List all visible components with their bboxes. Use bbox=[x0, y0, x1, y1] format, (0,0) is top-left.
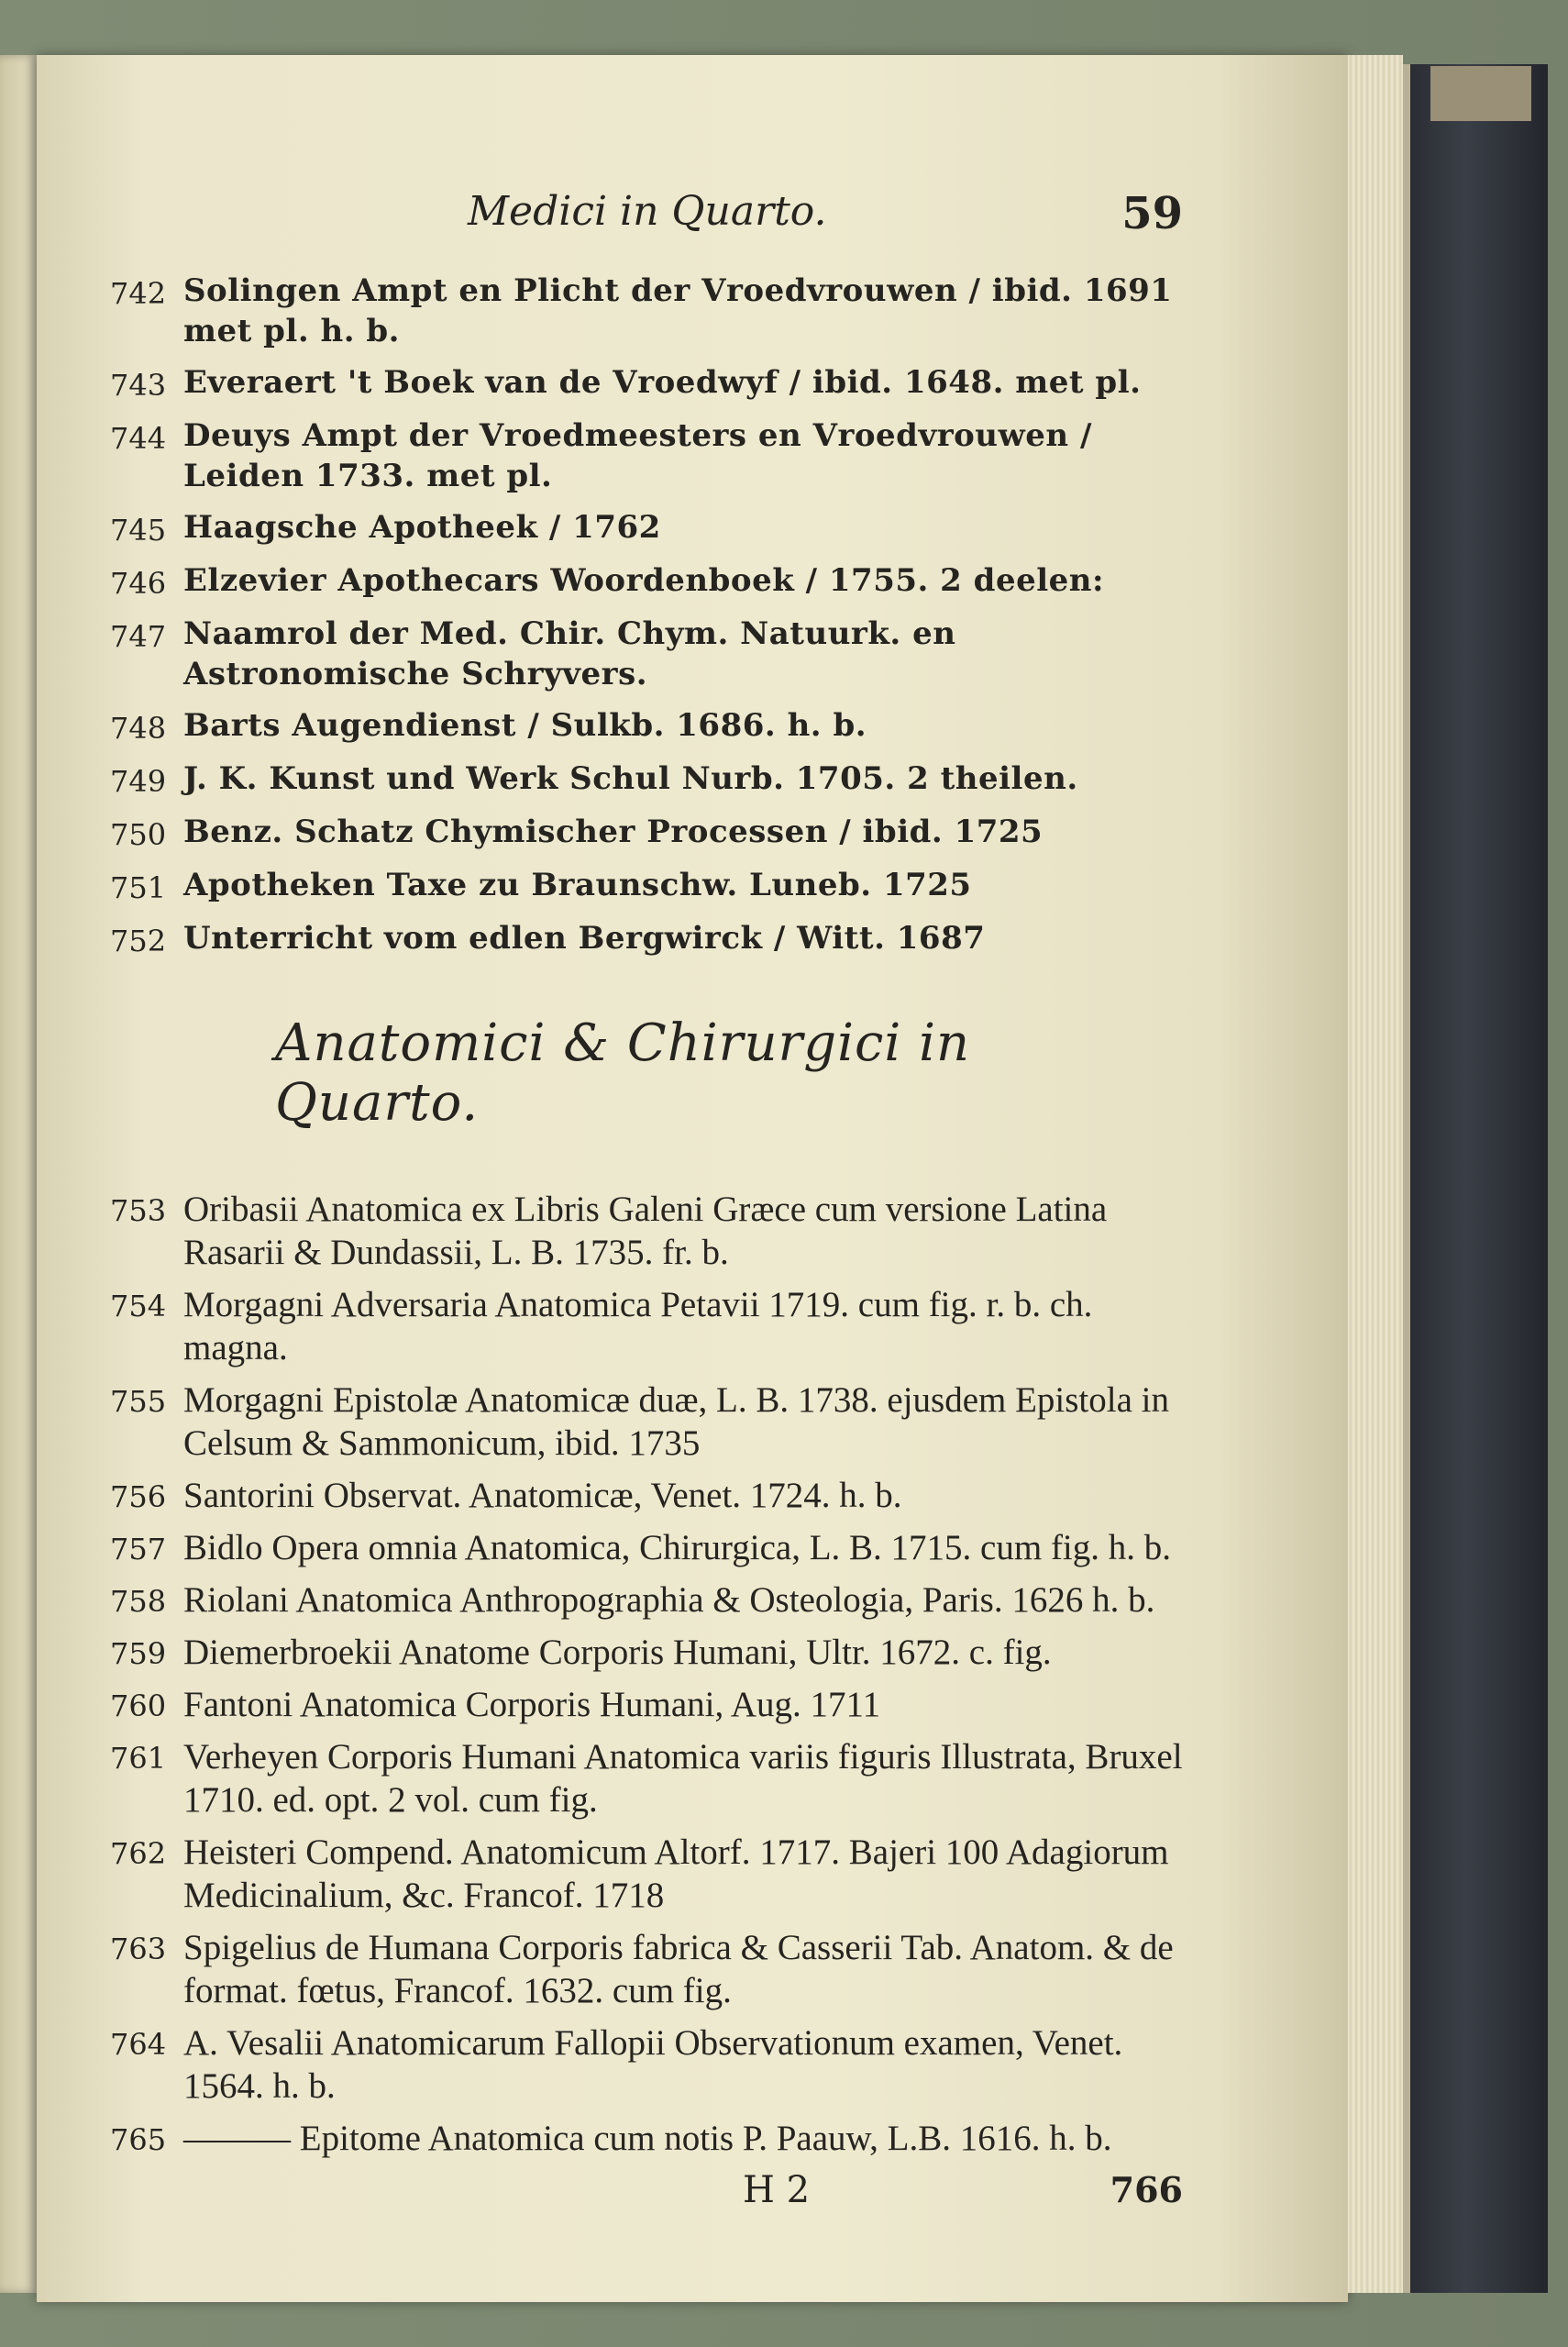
catchword: 766 bbox=[1110, 2169, 1183, 2210]
entry-text: Morgagni Epistolæ Anatomicæ duæ, L. B. 1738. ejusdem Epistola in Celsum & Sammonicum, ibid. 1735 bbox=[183, 1380, 1169, 1463]
page-block-edges bbox=[1348, 55, 1403, 2293]
running-head bbox=[110, 188, 1183, 271]
catalog-entry bbox=[110, 1735, 1183, 1821]
fraktur-entry-list bbox=[110, 271, 1183, 958]
entry-number: 757 bbox=[110, 1532, 167, 1567]
entry-number: 758 bbox=[110, 1584, 167, 1619]
catalog-entry bbox=[110, 1378, 1183, 1465]
entry-text: Apotheken Taxe zu Braunschw. Luneb. 1725 bbox=[183, 867, 972, 903]
entry-text: J. K. Kunst und Werk Schul Nurb. 1705. 2 theilen. bbox=[183, 760, 1078, 797]
entry-text: Naamrol der Med. Chir. Chym. Natuurk. en Astronomische Schryvers. bbox=[183, 615, 956, 692]
entry-number: 747 bbox=[110, 619, 167, 654]
book-cover-edge bbox=[1403, 64, 1548, 2293]
catalog-entry bbox=[110, 2117, 1183, 2160]
entry-number: 745 bbox=[110, 513, 167, 548]
catalog-entry bbox=[110, 362, 1183, 403]
entry-text: Elzevier Apothecars Woordenboek / 1755. 2 deelen: bbox=[183, 562, 1105, 599]
entry-number: 759 bbox=[110, 1636, 167, 1671]
left-page-edge bbox=[0, 55, 37, 2293]
catalog-entry bbox=[110, 1926, 1183, 2012]
entry-text: Morgagni Adversaria Anatomica Petavii 1719. cum fig. r. b. ch. magna. bbox=[183, 1285, 1093, 1367]
catalog-entry bbox=[110, 1188, 1183, 1274]
entry-number: 763 bbox=[110, 1932, 167, 1966]
entry-text: Fantoni Anatomica Corporis Humani, Aug. 1711 bbox=[183, 1685, 881, 1724]
entry-number: 755 bbox=[110, 1384, 167, 1419]
page-number: 59 bbox=[1121, 188, 1183, 239]
catalog-entry bbox=[110, 560, 1183, 601]
catalog-entry bbox=[110, 1283, 1183, 1369]
catalog-entry bbox=[110, 1631, 1183, 1674]
entry-text: Benz. Schatz Chymischer Processen / ibid. 1725 bbox=[183, 814, 1043, 850]
entry-number: 761 bbox=[110, 1741, 167, 1776]
entry-text: Barts Augendienst / Sulkb. 1686. h. b. bbox=[183, 707, 867, 744]
entry-text: Deuys Ampt der Vroedmeesters en Vroedvrouwen / Leiden 1733. met pl. bbox=[183, 417, 1092, 494]
catalog-entry bbox=[110, 1578, 1183, 1622]
catalog-entry bbox=[110, 812, 1183, 852]
catalog-entry bbox=[110, 1526, 1183, 1569]
catalog-entry bbox=[110, 1683, 1183, 1726]
entry-number: 749 bbox=[110, 764, 167, 799]
entry-number: 754 bbox=[110, 1289, 167, 1323]
entry-text: Bidlo Opera omnia Anatomica, Chirurgica, L. B. 1715. cum fig. h. b. bbox=[183, 1528, 1172, 1567]
catalog-entry bbox=[110, 2021, 1183, 2108]
entry-text: Unterricht vom edlen Bergwirck / Witt. 1687 bbox=[183, 920, 986, 957]
running-title: Medici in Quarto. bbox=[468, 188, 827, 235]
entry-number: 750 bbox=[110, 817, 167, 852]
entry-number: 744 bbox=[110, 421, 167, 456]
entry-number: 760 bbox=[110, 1688, 167, 1723]
catalog-entry bbox=[110, 918, 1183, 958]
entry-text: Verheyen Corporis Humani Anatomica variis figuris Illustrata, Bruxel 1710. ed. opt. 2 vol. cum fig. bbox=[183, 1737, 1183, 1820]
catalog-entry bbox=[110, 1831, 1183, 1917]
entry-number: 748 bbox=[110, 711, 167, 746]
entry-text: Spigelius de Humana Corporis fabrica & Casserii Tab. Anatom. & de format. fœtus, Francof. 1632. cum fig. bbox=[183, 1928, 1174, 2010]
catalog-entry bbox=[110, 1474, 1183, 1517]
entry-text: Heisteri Compend. Anatomicum Altorf. 1717. Bajeri 100 Adagiorum Medicinalium, &c. Francof. 1718 bbox=[183, 1832, 1169, 1915]
entry-number: 753 bbox=[110, 1193, 167, 1228]
entry-number: 765 bbox=[110, 2122, 167, 2157]
entry-text: Everaert 't Boek van de Vroedwyf / ibid. 1648. met pl. bbox=[183, 364, 1142, 401]
entry-number: 742 bbox=[110, 276, 167, 311]
cover-corner-paper bbox=[1430, 66, 1531, 121]
entry-text: Solingen Ampt en Plicht der Vroedvrouwen / ibid. 1691 met pl. h. b. bbox=[183, 272, 1173, 349]
catalog-entry bbox=[110, 614, 1183, 694]
entry-number: 751 bbox=[110, 870, 167, 905]
entry-number: 756 bbox=[110, 1479, 167, 1514]
catalog-entry bbox=[110, 705, 1183, 746]
entry-number: 752 bbox=[110, 924, 167, 958]
catalog-entry bbox=[110, 271, 1183, 351]
entry-text: Diemerbroekii Anatome Corporis Humani, Ultr. 1672. c. fig. bbox=[183, 1633, 1052, 1672]
entry-text: A. Vesalii Anatomicarum Fallopii Observationum examen, Venet. 1564. h. b. bbox=[183, 2023, 1123, 2106]
entry-number: 746 bbox=[110, 566, 167, 601]
page-content bbox=[110, 188, 1183, 2224]
catalog-entry bbox=[110, 507, 1183, 548]
signature-mark: H 2 bbox=[743, 2169, 811, 2211]
entry-text: Haagsche Apotheek / 1762 bbox=[183, 509, 661, 546]
page-footer bbox=[110, 2169, 1183, 2224]
catalog-entry bbox=[110, 758, 1183, 799]
entry-text: Riolani Anatomica Anthropographia & Osteologia, Paris. 1626 h. b. bbox=[183, 1580, 1155, 1620]
section-heading: Anatomici & Chirurgici in Quarto. bbox=[275, 1013, 971, 1133]
entry-text: ——— Epitome Anatomica cum notis P. Paauw, L.B. 1616. h. b. bbox=[183, 2119, 1112, 2158]
catalog-entry bbox=[110, 415, 1183, 496]
entry-number: 762 bbox=[110, 1836, 167, 1871]
entry-text: Santorini Observat. Anatomicæ, Venet. 1724. h. b. bbox=[183, 1476, 902, 1515]
entry-number: 764 bbox=[110, 2027, 167, 2062]
entry-number: 743 bbox=[110, 368, 167, 403]
entry-text: Oribasii Anatomica ex Libris Galeni Græce cum versione Latina Rasarii & Dundassii, L. B. 1735. fr. b. bbox=[183, 1190, 1108, 1272]
latin-entry-list bbox=[110, 1188, 1183, 2160]
catalog-entry bbox=[110, 865, 1183, 905]
